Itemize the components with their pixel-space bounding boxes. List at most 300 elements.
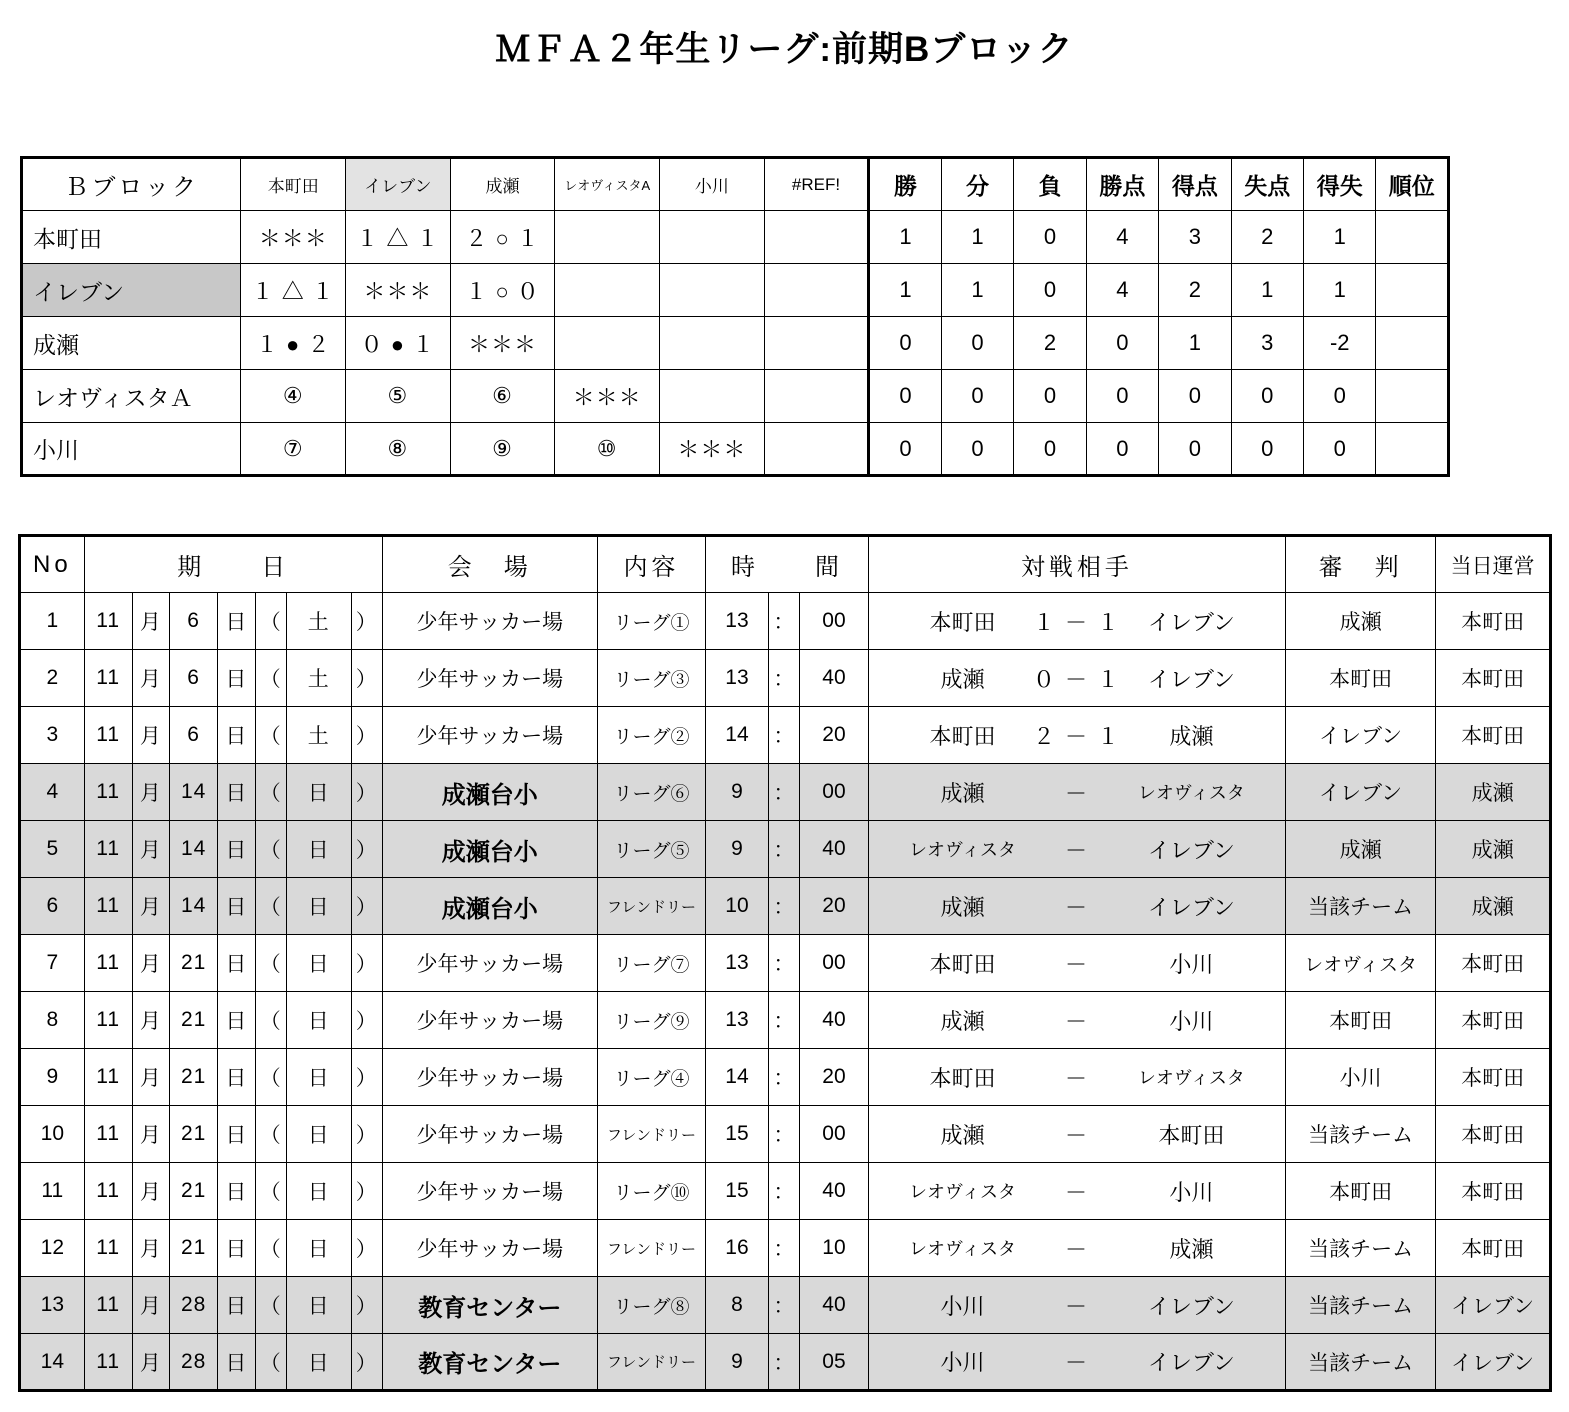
schedule-row bbox=[20, 650, 1551, 707]
row-day: 21 bbox=[170, 1049, 218, 1106]
standings-stat-loss: 0 bbox=[1014, 211, 1086, 264]
paren-close: ） bbox=[351, 821, 382, 878]
row-day: 14 bbox=[170, 764, 218, 821]
paren-open: （ bbox=[255, 707, 286, 764]
schedule-row bbox=[20, 1163, 1551, 1220]
day-unit-label: 日 bbox=[218, 650, 256, 707]
standings-result-cell bbox=[764, 370, 869, 423]
row-day: 28 bbox=[170, 1334, 218, 1391]
standings-stat-points: 4 bbox=[1086, 264, 1158, 317]
standings-result-cell: ⑩ bbox=[555, 423, 660, 476]
row-venue: 成瀬台小 bbox=[382, 764, 597, 821]
standings-stat-goals-against: 0 bbox=[1231, 423, 1303, 476]
row-venue: 少年サッカー場 bbox=[382, 1163, 597, 1220]
row-month: 11 bbox=[84, 935, 132, 992]
row-venue: 少年サッカー場 bbox=[382, 593, 597, 650]
row-colon: ： bbox=[768, 1334, 799, 1391]
month-unit-label: 月 bbox=[132, 707, 170, 764]
row-content: リーグ② bbox=[597, 707, 705, 764]
standings-table-container bbox=[20, 156, 1450, 477]
month-unit-label: 月 bbox=[132, 935, 170, 992]
row-referee: 成瀬 bbox=[1286, 821, 1436, 878]
row-month: 11 bbox=[84, 1334, 132, 1391]
standings-result-cell bbox=[660, 317, 765, 370]
schedule-row bbox=[20, 1049, 1551, 1106]
standings-col-goal-diff: 得失 bbox=[1304, 158, 1376, 211]
row-minute: 40 bbox=[800, 650, 869, 707]
row-minute: 40 bbox=[800, 1277, 869, 1334]
row-month: 11 bbox=[84, 821, 132, 878]
paren-open: （ bbox=[255, 1334, 286, 1391]
row-content: リーグ⑦ bbox=[597, 935, 705, 992]
row-home-team: 小川 bbox=[940, 1350, 985, 1375]
row-score: － bbox=[1064, 1122, 1089, 1148]
row-no: 8 bbox=[20, 992, 85, 1049]
row-weekday: 日 bbox=[286, 935, 351, 992]
standings-result-cell bbox=[660, 264, 765, 317]
schedule-table bbox=[18, 534, 1552, 1392]
row-minute: 40 bbox=[800, 992, 869, 1049]
row-away-team: イレブン bbox=[1147, 609, 1235, 635]
standings-result-cell bbox=[764, 264, 869, 317]
row-match bbox=[868, 650, 1285, 707]
paren-open: （ bbox=[255, 764, 286, 821]
row-day: 6 bbox=[170, 650, 218, 707]
row-day: 6 bbox=[170, 593, 218, 650]
standings-stat-win: 0 bbox=[869, 317, 941, 370]
row-weekday: 日 bbox=[286, 1106, 351, 1163]
row-venue: 少年サッカー場 bbox=[382, 1049, 597, 1106]
row-minute: 10 bbox=[800, 1220, 869, 1277]
paren-open: （ bbox=[255, 593, 286, 650]
day-unit-label: 日 bbox=[218, 593, 256, 650]
row-no: 4 bbox=[20, 764, 85, 821]
standings-result-cell bbox=[660, 370, 765, 423]
row-match bbox=[868, 593, 1285, 650]
standings-col-opponent-4: レオヴィスタA bbox=[555, 158, 660, 211]
row-venue: 教育センター bbox=[382, 1277, 597, 1334]
row-month: 11 bbox=[84, 1220, 132, 1277]
row-home-team: 成瀬 bbox=[940, 894, 985, 920]
row-match bbox=[868, 764, 1285, 821]
row-hour: 14 bbox=[706, 707, 769, 764]
standings-col-opponent-1: 本町田 bbox=[241, 158, 346, 211]
day-unit-label: 日 bbox=[218, 935, 256, 992]
row-colon: ： bbox=[768, 764, 799, 821]
schedule-row bbox=[20, 821, 1551, 878]
standings-stat-loss: 0 bbox=[1014, 264, 1086, 317]
standings-col-points: 勝点 bbox=[1086, 158, 1158, 211]
row-weekday: 日 bbox=[286, 1277, 351, 1334]
row-score: － bbox=[1064, 1350, 1089, 1375]
row-score: ２ － １ bbox=[1032, 723, 1122, 749]
paren-close: ） bbox=[351, 650, 382, 707]
schedule-col-date: 期 日 bbox=[84, 536, 382, 593]
standings-stat-points: 0 bbox=[1086, 370, 1158, 423]
standings-stat-goals-for: 0 bbox=[1159, 370, 1231, 423]
standings-result-cell: ⑦ bbox=[241, 423, 346, 476]
standings-team-name: 小川 bbox=[22, 423, 241, 476]
row-score: １ － １ bbox=[1032, 609, 1122, 635]
paren-close: ） bbox=[351, 1049, 382, 1106]
month-unit-label: 月 bbox=[132, 1220, 170, 1277]
standings-result-cell: ⑤ bbox=[346, 370, 451, 423]
row-away-team: レオヴィスタ bbox=[1137, 783, 1245, 803]
row-home-team: 成瀬 bbox=[940, 666, 985, 692]
row-referee: 当該チーム bbox=[1286, 1334, 1436, 1391]
paren-open: （ bbox=[255, 821, 286, 878]
row-away-team: イレブン bbox=[1147, 894, 1235, 920]
standings-stat-goals-against: 0 bbox=[1231, 370, 1303, 423]
schedule-row bbox=[20, 707, 1551, 764]
row-content: リーグ⑩ bbox=[597, 1163, 705, 1220]
row-minute: 20 bbox=[800, 1049, 869, 1106]
month-unit-label: 月 bbox=[132, 1163, 170, 1220]
row-match bbox=[868, 1049, 1285, 1106]
month-unit-label: 月 bbox=[132, 1106, 170, 1163]
row-home-team: 本町田 bbox=[929, 723, 996, 749]
row-hour: 13 bbox=[706, 650, 769, 707]
row-away-team: 成瀬 bbox=[1169, 1236, 1214, 1262]
row-minute: 40 bbox=[800, 821, 869, 878]
row-match bbox=[868, 992, 1285, 1049]
schedule-row bbox=[20, 935, 1551, 992]
month-unit-label: 月 bbox=[132, 593, 170, 650]
row-no: 1 bbox=[20, 593, 85, 650]
row-operation: 本町田 bbox=[1436, 1106, 1551, 1163]
row-referee: 当該チーム bbox=[1286, 878, 1436, 935]
standings-stat-goals-against: 3 bbox=[1231, 317, 1303, 370]
schedule-row bbox=[20, 593, 1551, 650]
paren-close: ） bbox=[351, 1220, 382, 1277]
standings-stat-win: 1 bbox=[869, 264, 941, 317]
row-referee: 本町田 bbox=[1286, 1163, 1436, 1220]
schedule-col-operation: 当日運営 bbox=[1436, 536, 1551, 593]
row-no: 6 bbox=[20, 878, 85, 935]
schedule-col-time: 時 間 bbox=[706, 536, 869, 593]
row-month: 11 bbox=[84, 1163, 132, 1220]
standings-stat-draw: 0 bbox=[941, 370, 1013, 423]
row-content: フレンドリー bbox=[597, 1220, 705, 1277]
standings-stat-draw: 0 bbox=[941, 317, 1013, 370]
standings-result-cell bbox=[660, 211, 765, 264]
row-month: 11 bbox=[84, 593, 132, 650]
row-weekday: 日 bbox=[286, 992, 351, 1049]
row-operation: 成瀬 bbox=[1436, 764, 1551, 821]
standings-stat-goal-diff: 1 bbox=[1304, 264, 1376, 317]
paren-open: （ bbox=[255, 1277, 286, 1334]
standings-stat-points: 4 bbox=[1086, 211, 1158, 264]
row-weekday: 日 bbox=[286, 1049, 351, 1106]
standings-stat-rank bbox=[1376, 211, 1449, 264]
row-away-team: 成瀬 bbox=[1169, 723, 1214, 749]
standings-stat-draw: 1 bbox=[941, 211, 1013, 264]
row-content: リーグ① bbox=[597, 593, 705, 650]
row-weekday: 土 bbox=[286, 593, 351, 650]
row-hour: 10 bbox=[706, 878, 769, 935]
row-hour: 9 bbox=[706, 1334, 769, 1391]
standings-stat-win: 1 bbox=[869, 211, 941, 264]
page-title: ＭＦＡ２年生リーグ:前期Bブロック bbox=[495, 30, 1074, 69]
row-colon: ： bbox=[768, 707, 799, 764]
standings-result-cell bbox=[555, 211, 660, 264]
schedule-row bbox=[20, 878, 1551, 935]
day-unit-label: 日 bbox=[218, 764, 256, 821]
standings-team-name: 本町田 bbox=[22, 211, 241, 264]
row-referee: イレブン bbox=[1286, 707, 1436, 764]
row-operation: 成瀬 bbox=[1436, 821, 1551, 878]
row-operation: 本町田 bbox=[1436, 935, 1551, 992]
row-no: 5 bbox=[20, 821, 85, 878]
row-venue: 少年サッカー場 bbox=[382, 1220, 597, 1277]
row-no: 10 bbox=[20, 1106, 85, 1163]
row-referee: 小川 bbox=[1286, 1049, 1436, 1106]
row-home-team: 小川 bbox=[940, 1293, 985, 1319]
row-operation: 本町田 bbox=[1436, 1163, 1551, 1220]
row-hour: 14 bbox=[706, 1049, 769, 1106]
paren-close: ） bbox=[351, 878, 382, 935]
row-no: 9 bbox=[20, 1049, 85, 1106]
standings-stat-draw: 0 bbox=[941, 423, 1013, 476]
row-away-team: 小川 bbox=[1169, 1008, 1214, 1034]
row-weekday: 土 bbox=[286, 707, 351, 764]
row-weekday: 日 bbox=[286, 764, 351, 821]
row-colon: ： bbox=[768, 1049, 799, 1106]
paren-close: ） bbox=[351, 935, 382, 992]
paren-close: ） bbox=[351, 1163, 382, 1220]
row-score: ０ － １ bbox=[1032, 666, 1122, 692]
row-venue: 少年サッカー場 bbox=[382, 992, 597, 1049]
paren-open: （ bbox=[255, 935, 286, 992]
standings-col-win: 勝 bbox=[869, 158, 941, 211]
schedule-row bbox=[20, 1277, 1551, 1334]
row-venue: 成瀬台小 bbox=[382, 821, 597, 878]
row-colon: ： bbox=[768, 1163, 799, 1220]
standings-result-cell: １ ○ ０ bbox=[450, 264, 555, 317]
schedule-col-no: No bbox=[20, 536, 85, 593]
row-colon: ： bbox=[768, 1106, 799, 1163]
schedule-row bbox=[20, 764, 1551, 821]
row-minute: 00 bbox=[800, 1106, 869, 1163]
row-away-team: 小川 bbox=[1169, 951, 1214, 977]
row-away-team: イレブン bbox=[1147, 666, 1235, 692]
row-match bbox=[868, 878, 1285, 935]
row-match bbox=[868, 1334, 1285, 1391]
row-no: 7 bbox=[20, 935, 85, 992]
row-score: － bbox=[1064, 1179, 1089, 1205]
standings-row bbox=[22, 317, 1449, 370]
standings-header-row bbox=[22, 158, 1449, 211]
day-unit-label: 日 bbox=[218, 992, 256, 1049]
standings-result-cell: １ △ １ bbox=[241, 264, 346, 317]
row-weekday: 日 bbox=[286, 1334, 351, 1391]
standings-result-cell: １ △ １ bbox=[346, 211, 451, 264]
paren-open: （ bbox=[255, 1049, 286, 1106]
standings-stat-goals-against: 2 bbox=[1231, 211, 1303, 264]
row-minute: 00 bbox=[800, 764, 869, 821]
standings-col-opponent-3: 成瀬 bbox=[450, 158, 555, 211]
row-day: 21 bbox=[170, 1106, 218, 1163]
row-weekday: 日 bbox=[286, 878, 351, 935]
row-score: － bbox=[1064, 1236, 1089, 1262]
row-hour: 15 bbox=[706, 1106, 769, 1163]
row-minute: 00 bbox=[800, 935, 869, 992]
row-hour: 13 bbox=[706, 992, 769, 1049]
standings-stat-goal-diff: -2 bbox=[1304, 317, 1376, 370]
paren-close: ） bbox=[351, 1334, 382, 1391]
day-unit-label: 日 bbox=[218, 1277, 256, 1334]
row-home-team: 本町田 bbox=[929, 951, 996, 977]
row-match bbox=[868, 1106, 1285, 1163]
standings-stat-win: 0 bbox=[869, 423, 941, 476]
paren-close: ） bbox=[351, 1106, 382, 1163]
row-content: リーグ③ bbox=[597, 650, 705, 707]
row-month: 11 bbox=[84, 650, 132, 707]
row-colon: ： bbox=[768, 935, 799, 992]
standings-result-cell bbox=[555, 317, 660, 370]
row-match bbox=[868, 1277, 1285, 1334]
month-unit-label: 月 bbox=[132, 1049, 170, 1106]
row-away-team: イレブン bbox=[1147, 1350, 1235, 1375]
paren-open: （ bbox=[255, 878, 286, 935]
row-hour: 16 bbox=[706, 1220, 769, 1277]
row-day: 14 bbox=[170, 821, 218, 878]
row-day: 21 bbox=[170, 935, 218, 992]
row-weekday: 日 bbox=[286, 821, 351, 878]
row-score: － bbox=[1064, 1065, 1089, 1091]
paren-close: ） bbox=[351, 764, 382, 821]
row-colon: ： bbox=[768, 650, 799, 707]
schedule-row bbox=[20, 1106, 1551, 1163]
standings-stat-goals-for: 2 bbox=[1159, 264, 1231, 317]
standings-result-cell: ＊＊＊ bbox=[450, 317, 555, 370]
month-unit-label: 月 bbox=[132, 821, 170, 878]
paren-close: ） bbox=[351, 593, 382, 650]
paren-open: （ bbox=[255, 992, 286, 1049]
standings-stat-loss: 0 bbox=[1014, 370, 1086, 423]
row-day: 14 bbox=[170, 878, 218, 935]
standings-stat-win: 0 bbox=[869, 370, 941, 423]
row-hour: 13 bbox=[706, 593, 769, 650]
row-month: 11 bbox=[84, 878, 132, 935]
standings-col-opponent-6: #REF! bbox=[764, 158, 869, 211]
standings-col-rank: 順位 bbox=[1376, 158, 1449, 211]
month-unit-label: 月 bbox=[132, 1334, 170, 1391]
row-home-team: レオヴィスタ bbox=[909, 840, 1016, 860]
schedule-col-venue: 会 場 bbox=[382, 536, 597, 593]
row-home-team: レオヴィスタ bbox=[909, 1239, 1016, 1259]
standings-row bbox=[22, 423, 1449, 476]
row-away-team: イレブン bbox=[1147, 1293, 1235, 1319]
row-match bbox=[868, 935, 1285, 992]
paren-open: （ bbox=[255, 1220, 286, 1277]
row-content: リーグ⑧ bbox=[597, 1277, 705, 1334]
row-venue: 少年サッカー場 bbox=[382, 650, 597, 707]
row-month: 11 bbox=[84, 992, 132, 1049]
standings-stat-goal-diff: 1 bbox=[1304, 211, 1376, 264]
standings-stat-goals-for: 1 bbox=[1159, 317, 1231, 370]
row-minute: 20 bbox=[800, 707, 869, 764]
row-no: 14 bbox=[20, 1334, 85, 1391]
row-colon: ： bbox=[768, 593, 799, 650]
standings-result-cell: ⑥ bbox=[450, 370, 555, 423]
row-home-team: 成瀬 bbox=[940, 780, 985, 806]
row-weekday: 日 bbox=[286, 1220, 351, 1277]
row-referee: イレブン bbox=[1286, 764, 1436, 821]
row-month: 11 bbox=[84, 707, 132, 764]
row-month: 11 bbox=[84, 1106, 132, 1163]
row-weekday: 土 bbox=[286, 650, 351, 707]
standings-stat-draw: 1 bbox=[941, 264, 1013, 317]
standings-stat-loss: 2 bbox=[1014, 317, 1086, 370]
standings-team-name: 成瀬 bbox=[22, 317, 241, 370]
row-no: 3 bbox=[20, 707, 85, 764]
schedule-col-referee: 審 判 bbox=[1286, 536, 1436, 593]
standings-stat-rank bbox=[1376, 264, 1449, 317]
row-minute: 05 bbox=[800, 1334, 869, 1391]
row-venue: 少年サッカー場 bbox=[382, 707, 597, 764]
paren-close: ） bbox=[351, 992, 382, 1049]
row-operation: イレブン bbox=[1436, 1277, 1551, 1334]
row-month: 11 bbox=[84, 1277, 132, 1334]
standings-result-cell: ＊＊＊ bbox=[660, 423, 765, 476]
row-content: フレンドリー bbox=[597, 1334, 705, 1391]
row-content: リーグ④ bbox=[597, 1049, 705, 1106]
standings-team-name: レオヴィスタＡ bbox=[22, 370, 241, 423]
row-no: 12 bbox=[20, 1220, 85, 1277]
paren-open: （ bbox=[255, 1163, 286, 1220]
row-score: － bbox=[1064, 951, 1089, 977]
paren-open: （ bbox=[255, 650, 286, 707]
row-match bbox=[868, 1163, 1285, 1220]
row-operation: 成瀬 bbox=[1436, 878, 1551, 935]
row-hour: 8 bbox=[706, 1277, 769, 1334]
row-day: 21 bbox=[170, 1220, 218, 1277]
row-colon: ： bbox=[768, 992, 799, 1049]
schedule-col-opponent: 対戦相手 bbox=[868, 536, 1285, 593]
standings-result-cell: ＊＊＊ bbox=[241, 211, 346, 264]
row-referee: レオヴィスタ bbox=[1286, 935, 1436, 992]
row-match bbox=[868, 1220, 1285, 1277]
standings-block-label: Ｂブロック bbox=[22, 158, 241, 211]
standings-stat-points: 0 bbox=[1086, 317, 1158, 370]
row-operation: イレブン bbox=[1436, 1334, 1551, 1391]
standings-result-cell: ＊＊＊ bbox=[346, 264, 451, 317]
standings-result-cell: ２ ○ １ bbox=[450, 211, 555, 264]
row-hour: 9 bbox=[706, 764, 769, 821]
standings-col-goals-for: 得点 bbox=[1159, 158, 1231, 211]
row-referee: 当該チーム bbox=[1286, 1277, 1436, 1334]
standings-result-cell bbox=[764, 423, 869, 476]
row-month: 11 bbox=[84, 1049, 132, 1106]
schedule-row bbox=[20, 992, 1551, 1049]
standings-result-cell: ０ ● １ bbox=[346, 317, 451, 370]
row-hour: 13 bbox=[706, 935, 769, 992]
month-unit-label: 月 bbox=[132, 650, 170, 707]
standings-col-opponent-2: イレブン bbox=[346, 158, 451, 211]
row-weekday: 日 bbox=[286, 1163, 351, 1220]
standings-table bbox=[20, 156, 1450, 477]
row-content: リーグ⑥ bbox=[597, 764, 705, 821]
standings-stat-rank bbox=[1376, 423, 1449, 476]
row-referee: 当該チーム bbox=[1286, 1220, 1436, 1277]
row-content: フレンドリー bbox=[597, 878, 705, 935]
month-unit-label: 月 bbox=[132, 764, 170, 821]
standings-row bbox=[22, 370, 1449, 423]
row-home-team: レオヴィスタ bbox=[909, 1182, 1016, 1202]
row-operation: 本町田 bbox=[1436, 650, 1551, 707]
row-no: 2 bbox=[20, 650, 85, 707]
